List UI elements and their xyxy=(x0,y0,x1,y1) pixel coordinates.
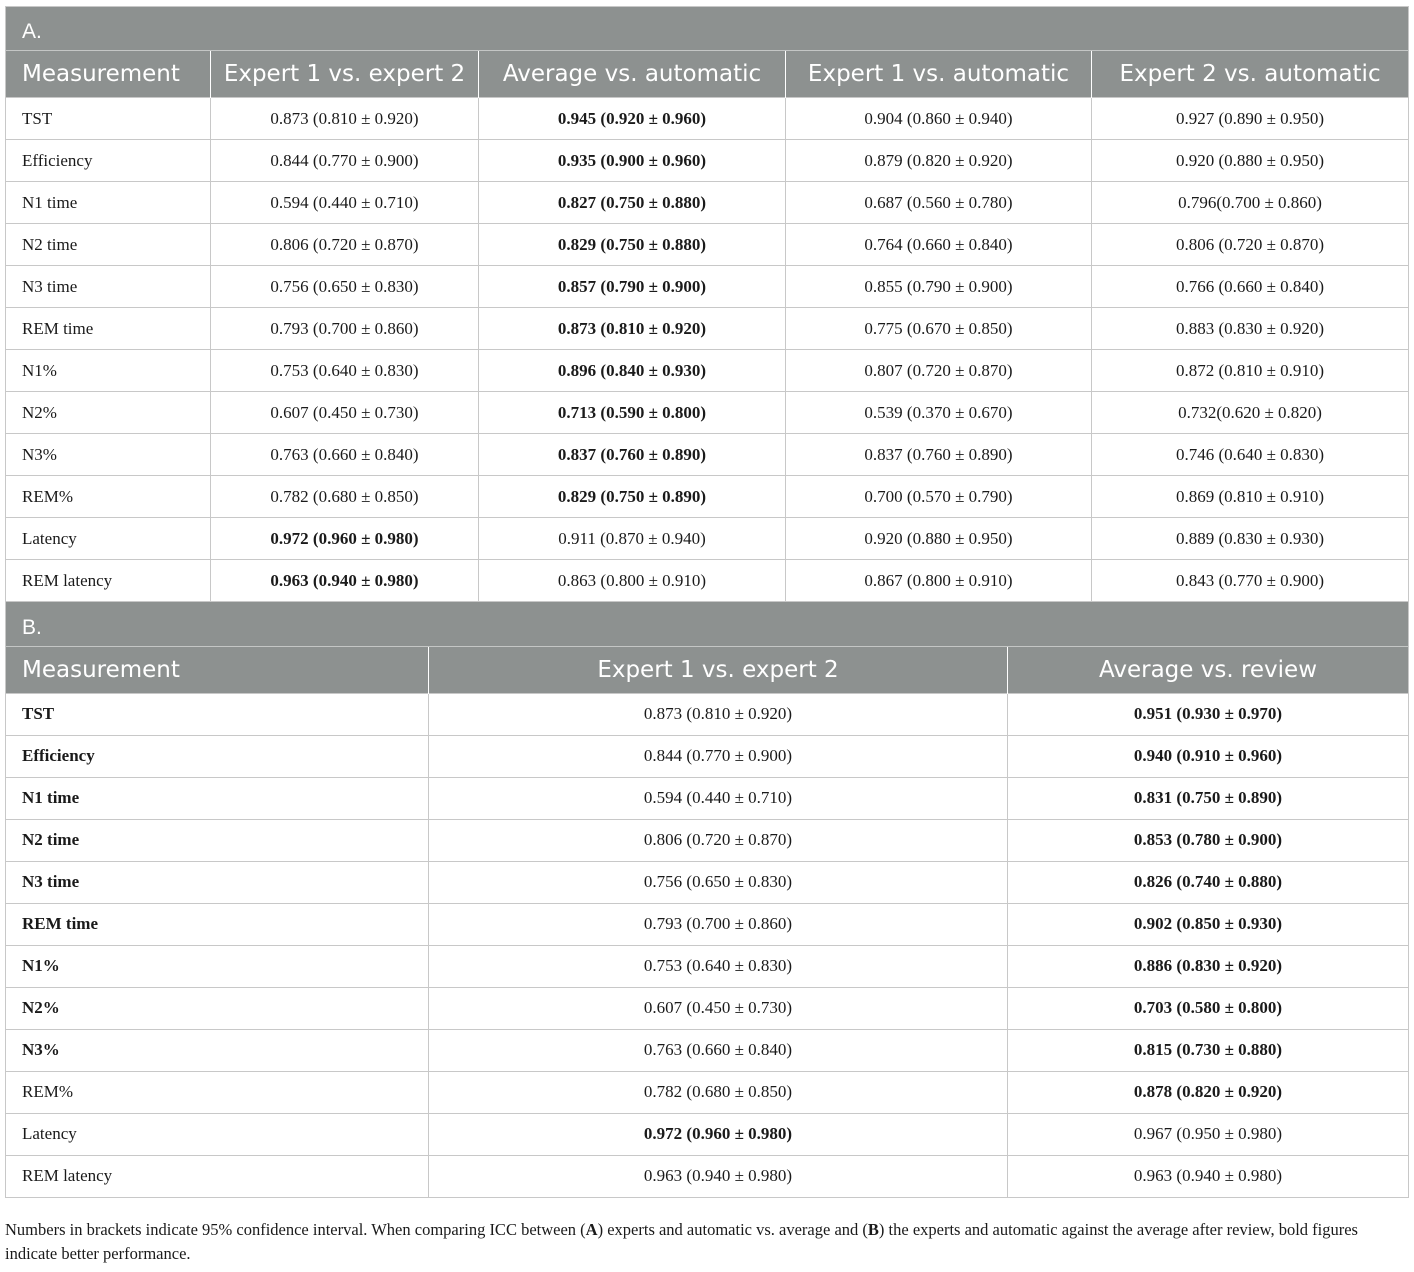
table-a xyxy=(5,6,1409,602)
value-cell: 0.844 (0.770 ± 0.900) xyxy=(211,140,479,182)
value-cell: 0.963 (0.940 ± 0.980) xyxy=(429,1155,1008,1197)
value-cell: 0.869 (0.810 ± 0.910) xyxy=(1092,476,1409,518)
value-cell: 0.853 (0.780 ± 0.900) xyxy=(1008,819,1409,861)
column-header: Expert 2 vs. automatic xyxy=(1092,51,1409,98)
footnote-ref-b: B xyxy=(867,1220,879,1239)
value-cell: 0.902 (0.850 ± 0.930) xyxy=(1008,903,1409,945)
value-cell: 0.775 (0.670 ± 0.850) xyxy=(786,308,1092,350)
value-cell: 0.713 (0.590 ± 0.800) xyxy=(479,392,786,434)
value-cell: 0.940 (0.910 ± 0.960) xyxy=(1008,735,1409,777)
measurement-cell: Latency xyxy=(6,518,211,560)
footnote-text-1: Numbers in brackets indicate 95% confidence interval. When comparing ICC between ( xyxy=(5,1220,586,1239)
measurement-cell: Efficiency xyxy=(6,140,211,182)
value-cell: 0.967 (0.950 ± 0.980) xyxy=(1008,1113,1409,1155)
measurement-cell: REM% xyxy=(6,1071,429,1113)
header-row xyxy=(6,51,1409,98)
value-cell: 0.889 (0.830 ± 0.930) xyxy=(1092,518,1409,560)
value-cell: 0.920 (0.880 ± 0.950) xyxy=(1092,140,1409,182)
table-row xyxy=(6,1071,1409,1113)
value-cell: 0.763 (0.660 ± 0.840) xyxy=(429,1029,1008,1071)
column-header: Average vs. review xyxy=(1008,646,1409,693)
value-cell: 0.873 (0.810 ± 0.920) xyxy=(211,98,479,140)
value-cell: 0.863 (0.800 ± 0.910) xyxy=(479,560,786,602)
value-cell: 0.753 (0.640 ± 0.830) xyxy=(429,945,1008,987)
measurement-cell: N2 time xyxy=(6,819,429,861)
value-cell: 0.972 (0.960 ± 0.980) xyxy=(429,1113,1008,1155)
value-cell: 0.764 (0.660 ± 0.840) xyxy=(786,224,1092,266)
value-cell: 0.935 (0.900 ± 0.960) xyxy=(479,140,786,182)
measurement-cell: N2% xyxy=(6,392,211,434)
table-row xyxy=(6,693,1409,735)
value-cell: 0.607 (0.450 ± 0.730) xyxy=(211,392,479,434)
value-cell: 0.594 (0.440 ± 0.710) xyxy=(211,182,479,224)
column-header: Measurement xyxy=(6,646,429,693)
table-row xyxy=(6,266,1409,308)
table-row xyxy=(6,777,1409,819)
measurement-cell: N2% xyxy=(6,987,429,1029)
value-cell: 0.879 (0.820 ± 0.920) xyxy=(786,140,1092,182)
table-row xyxy=(6,560,1409,602)
table-row xyxy=(6,903,1409,945)
table-row xyxy=(6,308,1409,350)
table-row xyxy=(6,350,1409,392)
column-header: Expert 1 vs. expert 2 xyxy=(211,51,479,98)
measurement-cell: REM time xyxy=(6,308,211,350)
measurement-cell: TST xyxy=(6,98,211,140)
value-cell: 0.827 (0.750 ± 0.880) xyxy=(479,182,786,224)
value-cell: 0.873 (0.810 ± 0.920) xyxy=(429,693,1008,735)
value-cell: 0.732(0.620 ± 0.820) xyxy=(1092,392,1409,434)
value-cell: 0.687 (0.560 ± 0.780) xyxy=(786,182,1092,224)
value-cell: 0.539 (0.370 ± 0.670) xyxy=(786,392,1092,434)
value-cell: 0.766 (0.660 ± 0.840) xyxy=(1092,266,1409,308)
table-row xyxy=(6,819,1409,861)
value-cell: 0.911 (0.870 ± 0.940) xyxy=(479,518,786,560)
measurement-cell: N3 time xyxy=(6,266,211,308)
table-row xyxy=(6,518,1409,560)
value-cell: 0.829 (0.750 ± 0.880) xyxy=(479,224,786,266)
table-row xyxy=(6,735,1409,777)
value-cell: 0.763 (0.660 ± 0.840) xyxy=(211,434,479,476)
value-cell: 0.883 (0.830 ± 0.920) xyxy=(1092,308,1409,350)
value-cell: 0.896 (0.840 ± 0.930) xyxy=(479,350,786,392)
value-cell: 0.607 (0.450 ± 0.730) xyxy=(429,987,1008,1029)
footnote-text-3: ) the experts and automatic against the average after review, bold figures indicate better performance. xyxy=(5,1220,1358,1263)
value-cell: 0.920 (0.880 ± 0.950) xyxy=(786,518,1092,560)
value-cell: 0.806 (0.720 ± 0.870) xyxy=(211,224,479,266)
measurement-cell: N3% xyxy=(6,1029,429,1071)
value-cell: 0.867 (0.800 ± 0.910) xyxy=(786,560,1092,602)
measurement-cell: Latency xyxy=(6,1113,429,1155)
value-cell: 0.872 (0.810 ± 0.910) xyxy=(1092,350,1409,392)
footnote-ref-a: A xyxy=(585,1220,598,1239)
value-cell: 0.951 (0.930 ± 0.970) xyxy=(1008,693,1409,735)
value-cell: 0.594 (0.440 ± 0.710) xyxy=(429,777,1008,819)
results-tables xyxy=(5,6,1408,1198)
table-row xyxy=(6,434,1409,476)
column-header: Expert 1 vs. automatic xyxy=(786,51,1092,98)
table-row xyxy=(6,987,1409,1029)
value-cell: 0.756 (0.650 ± 0.830) xyxy=(211,266,479,308)
value-cell: 0.782 (0.680 ± 0.850) xyxy=(211,476,479,518)
value-cell: 0.700 (0.570 ± 0.790) xyxy=(786,476,1092,518)
table-row xyxy=(6,861,1409,903)
table-footnote xyxy=(5,1218,1408,1266)
measurement-cell: N1 time xyxy=(6,777,429,819)
value-cell: 0.873 (0.810 ± 0.920) xyxy=(479,308,786,350)
measurement-cell: N1 time xyxy=(6,182,211,224)
value-cell: 0.793 (0.700 ± 0.860) xyxy=(211,308,479,350)
footnote-text-2: ) experts and automatic vs. average and ( xyxy=(597,1220,868,1239)
header-row xyxy=(6,646,1409,693)
value-cell: 0.837 (0.760 ± 0.890) xyxy=(786,434,1092,476)
value-cell: 0.796(0.700 ± 0.860) xyxy=(1092,182,1409,224)
value-cell: 0.843 (0.770 ± 0.900) xyxy=(1092,560,1409,602)
value-cell: 0.972 (0.960 ± 0.980) xyxy=(211,518,479,560)
table-row xyxy=(6,224,1409,266)
value-cell: 0.886 (0.830 ± 0.920) xyxy=(1008,945,1409,987)
measurement-cell: N1% xyxy=(6,945,429,987)
measurement-cell: TST xyxy=(6,693,429,735)
value-cell: 0.963 (0.940 ± 0.980) xyxy=(1008,1155,1409,1197)
table-row xyxy=(6,392,1409,434)
measurement-cell: REM% xyxy=(6,476,211,518)
table-row xyxy=(6,182,1409,224)
value-cell: 0.826 (0.740 ± 0.880) xyxy=(1008,861,1409,903)
value-cell: 0.904 (0.860 ± 0.940) xyxy=(786,98,1092,140)
table-row xyxy=(6,945,1409,987)
value-cell: 0.878 (0.820 ± 0.920) xyxy=(1008,1071,1409,1113)
measurement-cell: REM latency xyxy=(6,560,211,602)
value-cell: 0.855 (0.790 ± 0.900) xyxy=(786,266,1092,308)
column-header: Average vs. automatic xyxy=(479,51,786,98)
value-cell: 0.831 (0.750 ± 0.890) xyxy=(1008,777,1409,819)
value-cell: 0.829 (0.750 ± 0.890) xyxy=(479,476,786,518)
table-row xyxy=(6,98,1409,140)
table-row xyxy=(6,476,1409,518)
value-cell: 0.807 (0.720 ± 0.870) xyxy=(786,350,1092,392)
value-cell: 0.806 (0.720 ± 0.870) xyxy=(429,819,1008,861)
column-header: Measurement xyxy=(6,51,211,98)
value-cell: 0.927 (0.890 ± 0.950) xyxy=(1092,98,1409,140)
section-label: B. xyxy=(6,602,1409,646)
section-label-row xyxy=(6,602,1409,646)
table-row xyxy=(6,140,1409,182)
table-b xyxy=(5,602,1409,1198)
value-cell: 0.837 (0.760 ± 0.890) xyxy=(479,434,786,476)
value-cell: 0.844 (0.770 ± 0.900) xyxy=(429,735,1008,777)
measurement-cell: N3 time xyxy=(6,861,429,903)
measurement-cell: N3% xyxy=(6,434,211,476)
section-label: A. xyxy=(6,7,1409,51)
value-cell: 0.806 (0.720 ± 0.870) xyxy=(1092,224,1409,266)
value-cell: 0.793 (0.700 ± 0.860) xyxy=(429,903,1008,945)
value-cell: 0.756 (0.650 ± 0.830) xyxy=(429,861,1008,903)
value-cell: 0.815 (0.730 ± 0.880) xyxy=(1008,1029,1409,1071)
measurement-cell: Efficiency xyxy=(6,735,429,777)
table-row xyxy=(6,1155,1409,1197)
measurement-cell: REM time xyxy=(6,903,429,945)
value-cell: 0.945 (0.920 ± 0.960) xyxy=(479,98,786,140)
section-label-row xyxy=(6,7,1409,51)
table-row xyxy=(6,1113,1409,1155)
measurement-cell: REM latency xyxy=(6,1155,429,1197)
column-header: Expert 1 vs. expert 2 xyxy=(429,646,1008,693)
measurement-cell: N2 time xyxy=(6,224,211,266)
value-cell: 0.746 (0.640 ± 0.830) xyxy=(1092,434,1409,476)
value-cell: 0.963 (0.940 ± 0.980) xyxy=(211,560,479,602)
value-cell: 0.753 (0.640 ± 0.830) xyxy=(211,350,479,392)
table-row xyxy=(6,1029,1409,1071)
value-cell: 0.857 (0.790 ± 0.900) xyxy=(479,266,786,308)
measurement-cell: N1% xyxy=(6,350,211,392)
value-cell: 0.782 (0.680 ± 0.850) xyxy=(429,1071,1008,1113)
value-cell: 0.703 (0.580 ± 0.800) xyxy=(1008,987,1409,1029)
